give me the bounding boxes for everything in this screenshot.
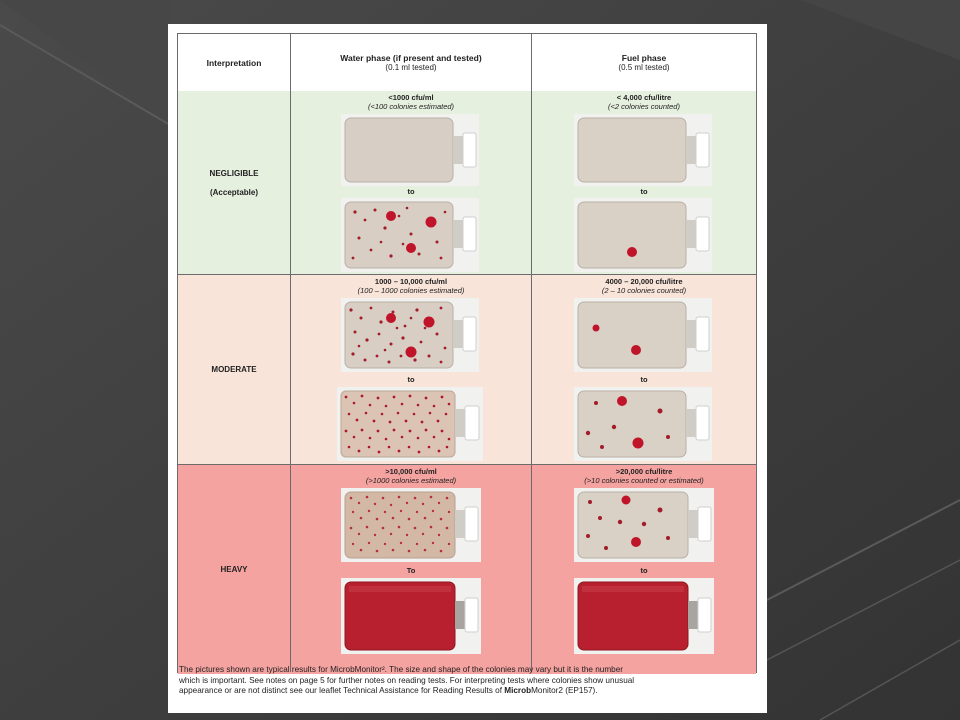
- negligible-fuel-cell: [532, 91, 756, 274]
- header-interpretation: [178, 34, 290, 91]
- row-negligible: [178, 91, 756, 275]
- moderate-water-range: 1000 – 10,000 cfu/ml: [374, 277, 448, 286]
- footnote-line-1: The pictures shown are typical results for MicrobMonitor². The size and shape of the colonies may vary but it is the number: [179, 665, 623, 674]
- moderate-fuel-to: to: [640, 375, 648, 384]
- interpretation-table: [177, 33, 757, 673]
- negligible-water-to: to: [407, 187, 415, 196]
- heavy-label: HEAVY: [220, 565, 248, 574]
- header-fuel-sub: (0.5 ml tested): [618, 63, 670, 72]
- bottle-photo: [574, 298, 712, 372]
- moderate-fuel-note: (2 – 10 colonies counted): [601, 286, 687, 295]
- heavy-water-to: To: [406, 566, 416, 575]
- moderate-label-cell: [178, 275, 290, 464]
- heavy-water-cell: [291, 465, 531, 674]
- moderate-fuel-range: 4000 – 20,000 cfu/litre: [605, 277, 683, 286]
- footnote: [179, 665, 759, 697]
- footnote-line-3-end: Monitor2 (EP157).: [531, 686, 598, 696]
- bottle-photo: [574, 387, 712, 461]
- footnote-line-3: [179, 686, 759, 697]
- header-interpretation-label: Interpretation: [206, 57, 262, 68]
- bottle-photo: [341, 114, 479, 186]
- negligible-sublabel: (Acceptable): [209, 187, 258, 197]
- header-water-sub: (0.1 ml tested): [385, 63, 437, 72]
- row-heavy: [178, 465, 756, 674]
- column-divider: [290, 34, 291, 672]
- negligible-water-note: (<100 colonies estimated): [367, 102, 455, 111]
- heavy-fuel-to: to: [640, 566, 648, 575]
- row-moderate: [178, 275, 756, 465]
- heavy-label-cell: [178, 465, 290, 674]
- bottle-photo: [574, 114, 712, 186]
- bottle-photo: [574, 578, 714, 654]
- heavy-fuel-range: >20,000 cfu/litre: [615, 467, 673, 476]
- negligible-label-cell: [178, 91, 290, 274]
- header-water-title: Water phase (if present and tested): [340, 53, 482, 63]
- document-page: [168, 24, 767, 713]
- heavy-water-note: (>1000 colonies estimated): [365, 476, 457, 485]
- moderate-water-to: to: [407, 375, 415, 384]
- heavy-water-caption: [291, 467, 531, 485]
- heavy-fuel-caption: [532, 467, 756, 485]
- negligible-fuel-range: < 4,000 cfu/litre: [616, 93, 672, 102]
- heavy-fuel-cell: [532, 465, 756, 674]
- footnote-line-3-text: appearance or are not distinct see our leaflet Technical Assistance for Reading Results of: [179, 686, 505, 696]
- header-fuel-title: Fuel phase: [621, 53, 667, 63]
- footnote-line-2: which is important. See notes on page 5 for further notes on reading tests. For interpreting tests where colonies show unusual: [179, 675, 635, 685]
- header-water-phase: [291, 34, 531, 91]
- moderate-water-cell: [291, 275, 531, 464]
- moderate-water-caption: [291, 277, 531, 295]
- bottle-photo: [574, 488, 714, 562]
- negligible-fuel-caption: [532, 93, 756, 111]
- bottle-photo: [341, 578, 481, 654]
- bottle-photo: [337, 387, 483, 461]
- moderate-water-note: (100 – 1000 colonies estimated): [357, 286, 465, 295]
- table-header: [178, 34, 756, 92]
- negligible-fuel-to: to: [640, 187, 648, 196]
- negligible-water-caption: [291, 93, 531, 111]
- bottle-photo: [341, 298, 479, 372]
- negligible-label: NEGLIGIBLE: [209, 168, 259, 178]
- negligible-water-cell: [291, 91, 531, 274]
- column-divider: [531, 34, 532, 672]
- moderate-fuel-cell: [532, 275, 756, 464]
- footnote-brand: Microb: [504, 686, 532, 696]
- bottle-photo: [341, 488, 481, 562]
- heavy-water-range: >10,000 cfu/ml: [385, 467, 437, 476]
- moderate-fuel-caption: [532, 277, 756, 295]
- bottle-photo: [574, 198, 712, 272]
- header-fuel-phase: [532, 34, 756, 91]
- moderate-label: MODERATE: [211, 365, 257, 374]
- heavy-fuel-note: (>10 colonies counted or estimated): [584, 476, 704, 485]
- negligible-water-range: <1000 cfu/ml: [388, 93, 434, 102]
- bottle-photo: [341, 198, 479, 272]
- negligible-fuel-note: (<2 colonies counted): [608, 102, 680, 111]
